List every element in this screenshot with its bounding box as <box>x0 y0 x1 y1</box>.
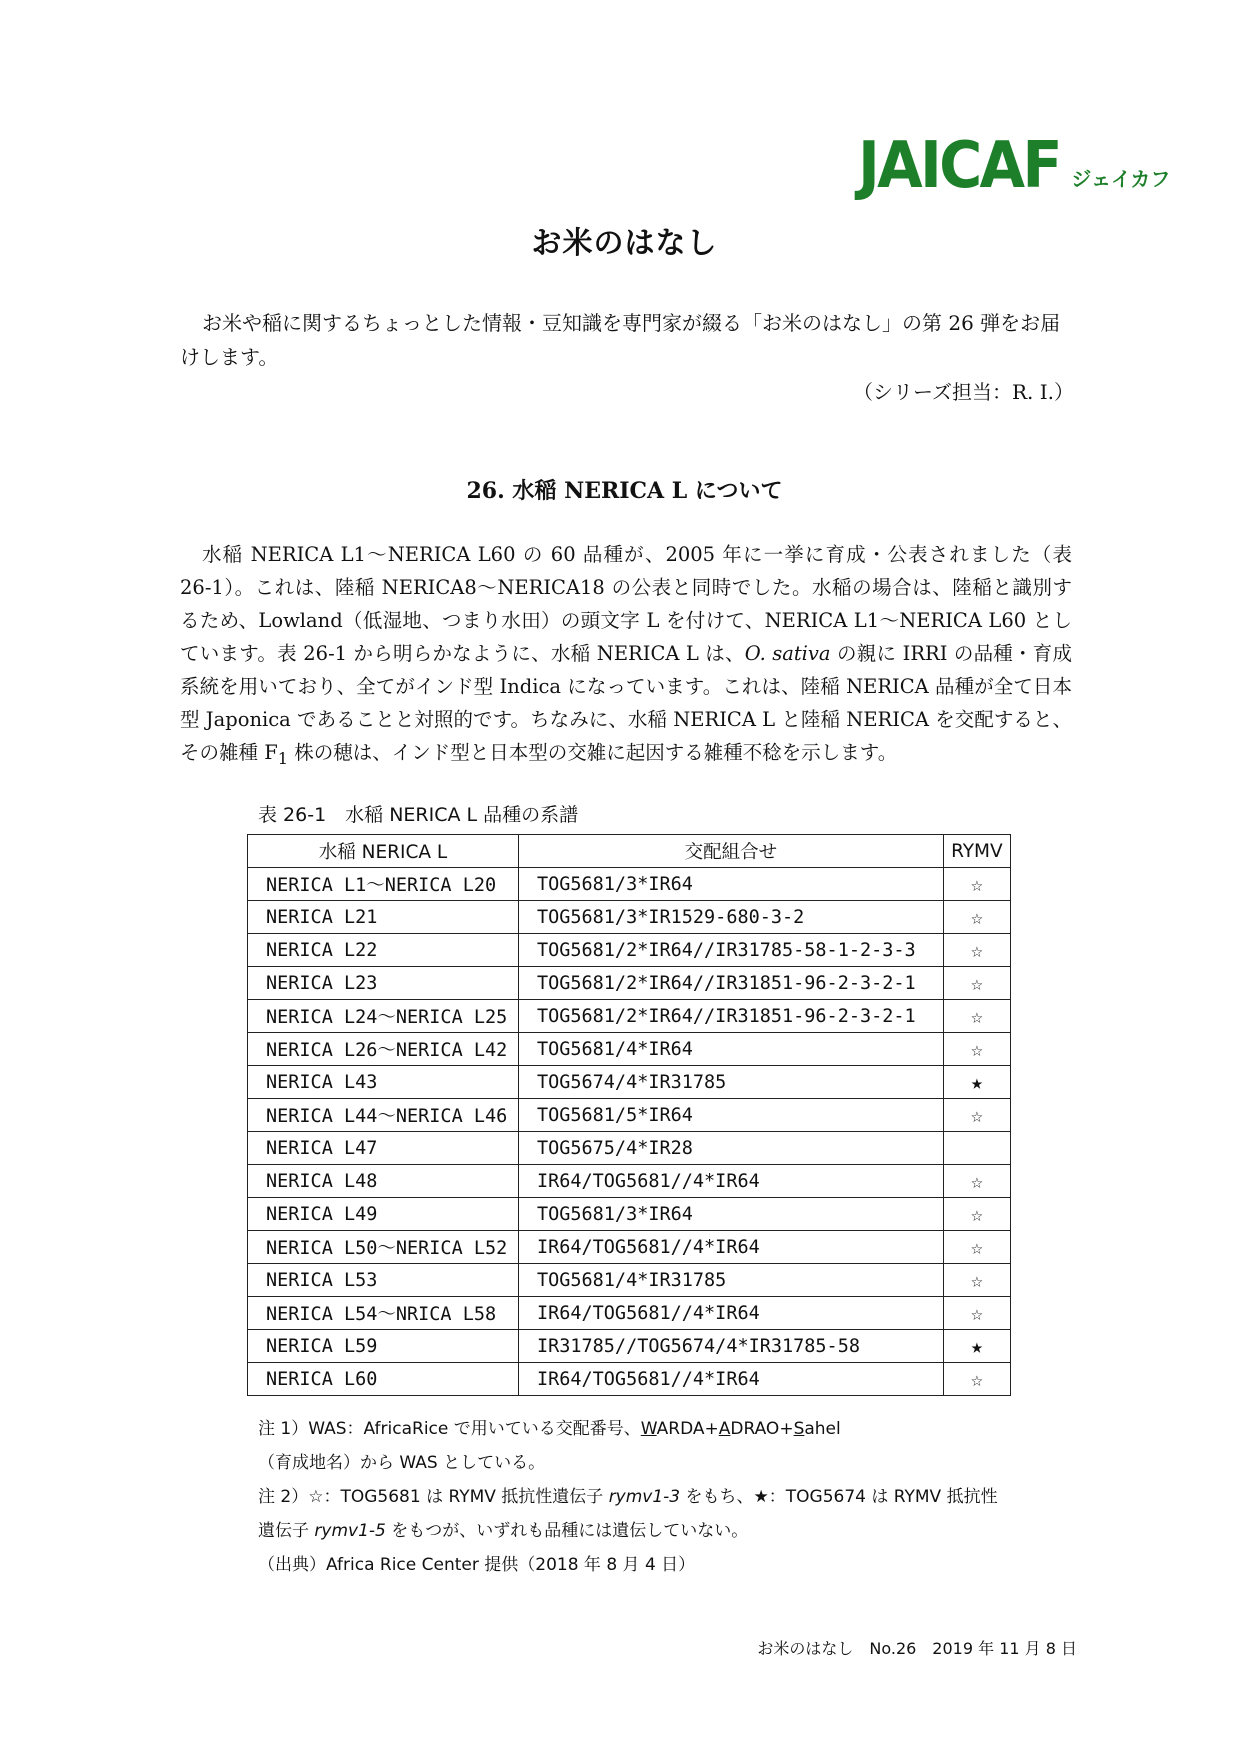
body-text-part3: 株の穂は、インド型と日本型の交雑に起因する雑種不稔を示します。 <box>288 741 898 764</box>
variety-cell: NERICA L50～NERICA L52 <box>248 1231 519 1264</box>
cross-cell: TOG5681/4*IR64 <box>518 1033 943 1066</box>
header-variety: 水稲 NERICA L <box>248 835 519 868</box>
note-1-sahel: ahel <box>804 1419 841 1439</box>
table-row <box>248 868 1011 901</box>
table-row <box>248 1066 1011 1099</box>
rymv-cell: ☆ <box>943 1165 1010 1198</box>
cross-cell: TOG5681/2*IR64//IR31851-96-2-3-2-1 <box>518 1000 943 1033</box>
variety-cell: NERICA L24～NERICA L25 <box>248 1000 519 1033</box>
page-footer: お米のはなし No.26 2019 年 11 月 8 日 <box>757 1639 1077 1658</box>
logo-wordmark: JAICAF <box>858 129 1060 203</box>
cross-cell: IR64/TOG5681//4*IR64 <box>518 1231 943 1264</box>
note-1-s: S <box>793 1419 805 1439</box>
cross-cell: TOG5675/4*IR28 <box>518 1132 943 1165</box>
variety-cell: NERICA L54～NRICA L58 <box>248 1297 519 1330</box>
note-1-w: W <box>640 1419 657 1439</box>
gene-rymv1-5: rymv1-5 <box>314 1521 386 1541</box>
body-paragraph <box>180 538 1072 775</box>
rymv-cell: ☆ <box>943 1198 1010 1231</box>
note-1-line2: （育成地名）から WAS としている。 <box>258 1453 546 1473</box>
cross-cell: TOG5681/3*IR1529-680-3-2 <box>518 901 943 934</box>
rymv-cell: ★ <box>943 1330 1010 1363</box>
header-rymv: RYMV <box>943 835 1010 868</box>
variety-cell: NERICA L48 <box>248 1165 519 1198</box>
table-caption: 表 26-1 水稲 NERICA L 品種の系譜 <box>258 804 579 826</box>
variety-cell: NERICA L44～NERICA L46 <box>248 1099 519 1132</box>
rymv-cell: ☆ <box>943 967 1010 1000</box>
variety-cell: NERICA L47 <box>248 1132 519 1165</box>
rymv-cell: ☆ <box>943 1099 1010 1132</box>
table-header-row <box>248 835 1011 868</box>
note-1-warda: ARDA+ <box>656 1419 719 1439</box>
cross-cell: TOG5681/3*IR64 <box>518 868 943 901</box>
rymv-cell: ☆ <box>943 1033 1010 1066</box>
cross-cell: IR64/TOG5681//4*IR64 <box>518 1165 943 1198</box>
table-row <box>248 1264 1011 1297</box>
note-2 <box>258 1480 1078 1514</box>
cross-cell: TOG5681/4*IR31785 <box>518 1264 943 1297</box>
cross-cell: TOG5681/2*IR64//IR31851-96-2-3-2-1 <box>518 967 943 1000</box>
gene-rymv1-3: rymv1-3 <box>608 1487 681 1507</box>
table-row <box>248 1363 1011 1396</box>
cross-cell: TOG5681/2*IR64//IR31785-58-1-2-3-3 <box>518 934 943 967</box>
rymv-cell: ☆ <box>943 1000 1010 1033</box>
variety-cell: NERICA L53 <box>248 1264 519 1297</box>
rymv-cell <box>943 1132 1010 1165</box>
lineage-table <box>247 834 1011 1396</box>
source-note: （出典）Africa Rice Center 提供（2018 年 8 月 4 日） <box>258 1555 696 1575</box>
note-1-text: 注 1）WAS：AfricaRice で用いている交配番号、 <box>258 1419 641 1439</box>
note-1-adrao: DRAO+ <box>730 1419 794 1439</box>
note-2-text-c: 遺伝子 <box>258 1521 315 1541</box>
species-name: O. sativa <box>744 642 831 665</box>
note-1-a: A <box>718 1419 731 1439</box>
series-credit: （シリーズ担当：R. I.） <box>852 380 1074 404</box>
table-row <box>248 1198 1011 1231</box>
table-row <box>248 1297 1011 1330</box>
table-row <box>248 1033 1011 1066</box>
table-row <box>248 1330 1011 1363</box>
note-2-line2 <box>258 1514 1078 1548</box>
note-2-text-d: をもつが、いずれも品種には遺伝していない。 <box>385 1521 749 1541</box>
page-title: お米のはなし <box>531 226 718 261</box>
variety-cell: NERICA L26～NERICA L42 <box>248 1033 519 1066</box>
cross-cell: TOG5681/5*IR64 <box>518 1099 943 1132</box>
rymv-cell: ☆ <box>943 1264 1010 1297</box>
table-notes <box>258 1412 1078 1582</box>
note-2-text-b: をもち、★：TOG5674 は RYMV 抵抗性 <box>680 1487 998 1507</box>
table-row <box>248 967 1011 1000</box>
rymv-cell: ☆ <box>943 901 1010 934</box>
table-body <box>248 868 1011 1396</box>
cross-cell: TOG5681/3*IR64 <box>518 1198 943 1231</box>
table-row <box>248 1099 1011 1132</box>
table-row <box>248 901 1011 934</box>
cross-cell: IR64/TOG5681//4*IR64 <box>518 1363 943 1396</box>
note-2-text-a: 注 2）☆：TOG5681 は RYMV 抵抗性遺伝子 <box>258 1487 609 1507</box>
section-title: 26. 水稲 NERICA L について <box>466 478 783 504</box>
rymv-cell: ☆ <box>943 868 1010 901</box>
rymv-cell: ☆ <box>943 934 1010 967</box>
body-text-part1: 水稲 NERICA L1～NERICA L60 の 60 品種が、2005 年に一挙に育成・公表されました（表 26-1）。これは、陸稲 NERICA8～NERICA18 の公表と同時でした。水稲の場合は、陸稲と識別するため、Lowland（低湿地、つまり水田）の頭文字 L を付けて、NERICA L1～NERICA L60 としています。表 26-1 から明らかなように、水稲 NERICA L は、 <box>180 543 1072 665</box>
table-row <box>248 1231 1011 1264</box>
logo-kana: ジェイカフ <box>1071 167 1171 191</box>
variety-cell: NERICA L59 <box>248 1330 519 1363</box>
variety-cell: NERICA L22 <box>248 934 519 967</box>
table-row <box>248 934 1011 967</box>
cross-cell: IR64/TOG5681//4*IR64 <box>518 1297 943 1330</box>
rymv-cell: ☆ <box>943 1363 1010 1396</box>
intro-text: お米や稲に関するちょっとした情報・豆知識を専門家が綴る「お米のはなし」の第 26 弾をお届けします。 <box>180 311 1061 369</box>
f1-subscript: 1 <box>277 748 289 768</box>
rymv-cell: ☆ <box>943 1297 1010 1330</box>
body-text-part2: の親に IRRI の品種・育成系統を用いており、全てがインド型 Indica になっています。これは、陸稲 NERICA 品種が全て日本型 Japonica であることと対照的です。ちなみに、水稲 NERICA L と陸稲 NERICA を交配すると、その雑種 F <box>180 642 1073 764</box>
variety-cell: NERICA L49 <box>248 1198 519 1231</box>
table-row <box>248 1132 1011 1165</box>
variety-cell: NERICA L43 <box>248 1066 519 1099</box>
table-row <box>248 1165 1011 1198</box>
note-1 <box>258 1412 1078 1446</box>
cross-cell: IR31785//TOG5674/4*IR31785-58 <box>518 1330 943 1363</box>
variety-cell: NERICA L21 <box>248 901 519 934</box>
rymv-cell: ★ <box>943 1066 1010 1099</box>
cross-cell: TOG5674/4*IR31785 <box>518 1066 943 1099</box>
variety-cell: NERICA L60 <box>248 1363 519 1396</box>
variety-cell: NERICA L23 <box>248 967 519 1000</box>
jaicaf-logo <box>858 129 1171 203</box>
header-cross: 交配組合せ <box>518 835 943 868</box>
rymv-cell: ☆ <box>943 1231 1010 1264</box>
variety-cell: NERICA L1～NERICA L20 <box>248 868 519 901</box>
table-row <box>248 1000 1011 1033</box>
